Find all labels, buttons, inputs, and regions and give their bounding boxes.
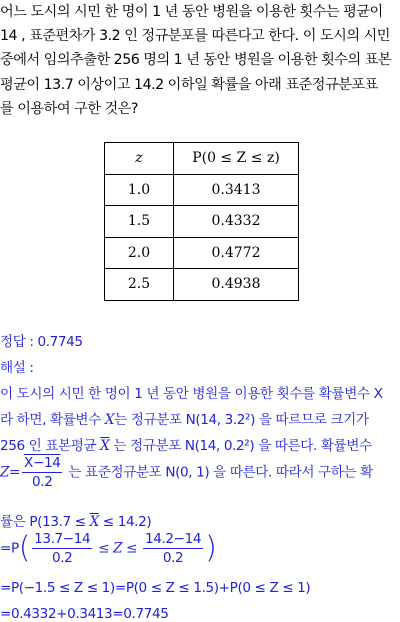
table-cell: 0.3413 [174, 174, 299, 206]
solution-line [0, 510, 151, 530]
solution-line: =0.4332+0.3413=0.7745 [0, 606, 169, 622]
sample-mean-x: $\overline{X}$ [100, 438, 110, 454]
table-header-prob: P(0 ≤ Z ≤ z) [174, 143, 299, 175]
solution-line [0, 434, 372, 454]
solution-text: 256 인 표본평균 [0, 438, 101, 454]
fraction [32, 530, 92, 567]
solution-text: ≤ Z ≤ [94, 540, 141, 557]
answer-line: 정답 : 0.7745 [0, 334, 83, 350]
normal-distribution-table [104, 142, 299, 301]
solution-line [0, 530, 216, 567]
solution-line: 이 도시의 시민 한 명이 1 년 동안 병원을 이용한 횟수를 확률변수 X [0, 386, 383, 402]
question-line: 중에서 임의추출한 256 명의 1 년 동안 병원을 이용한 횟수의 표본 [0, 52, 392, 69]
fraction [22, 454, 62, 491]
fraction-numerator: X−14 [24, 455, 61, 471]
table-cell: 0.4938 [174, 269, 299, 301]
question-line: 평균이 13.7 이상이고 14.2 이하일 확률을 아래 표준정규분포표 [0, 76, 378, 93]
solution-text: 는 정규분포 N(14, 0.2²) 을 따른다. 확률변수 [109, 438, 372, 454]
table-header-row [105, 143, 299, 175]
table-row [105, 174, 299, 206]
sample-mean-x: $\overline{X}$ [89, 514, 99, 530]
question-line: 어느 도시의 시민 한 명이 1 년 동안 병원을 이용한 횟수는 평균이 [0, 4, 383, 20]
table-cell: 1.0 [105, 174, 174, 206]
right-paren: ) [205, 530, 217, 566]
table-cell: 0.4332 [174, 206, 299, 238]
solution-text: 라 하면, 확률변수 [0, 412, 105, 428]
table-row [105, 237, 299, 269]
solution-text: ≤ 14.2) [98, 514, 152, 530]
question-line: 를 이용하여 구한 것은? [0, 100, 138, 117]
table-cell: 0.4772 [174, 237, 299, 269]
fraction-numerator: 13.7−14 [34, 531, 91, 547]
solution-line: =P(−1.5 ≤ Z ≤ 1)=P(0 ≤ Z ≤ 1.5)+P(0 ≤ Z ≤ 1) [0, 580, 311, 596]
left-paren: ( [18, 530, 31, 566]
table-row [105, 206, 299, 238]
question-text [0, 0, 400, 121]
variable-z: Z= [0, 464, 21, 481]
table-header-z: z [105, 143, 174, 175]
table-cell: 2.5 [105, 269, 174, 301]
table-row [105, 269, 299, 301]
table-cell: 2.0 [105, 237, 174, 269]
solution-line [0, 408, 369, 428]
fraction-denominator: 0.2 [51, 550, 73, 566]
fraction-denominator: 0.2 [32, 474, 53, 490]
table-cell: 1.5 [105, 206, 174, 238]
solution-text: 는 정규분포 N(14, 3.2²) 을 따르므로 크기가 [114, 412, 369, 428]
variable-x: X [104, 412, 115, 428]
fraction-numerator: 14.2−14 [144, 531, 202, 547]
fraction [143, 530, 203, 567]
solution-text: 는 표준정규분포 N(0, 1) 을 따른다. 따라서 구하는 확 [64, 464, 373, 481]
fraction-denominator: 0.2 [162, 550, 184, 566]
solution-text: 률은 P(13.7 ≤ [0, 514, 90, 530]
question-line: 14 , 표준편차가 3.2 인 정규분포를 따른다고 한다. 이 도시의 시민 [0, 28, 390, 45]
solution-text: =P [0, 540, 19, 557]
solution-line [0, 454, 373, 491]
solution-label: 해설 : [0, 360, 34, 376]
